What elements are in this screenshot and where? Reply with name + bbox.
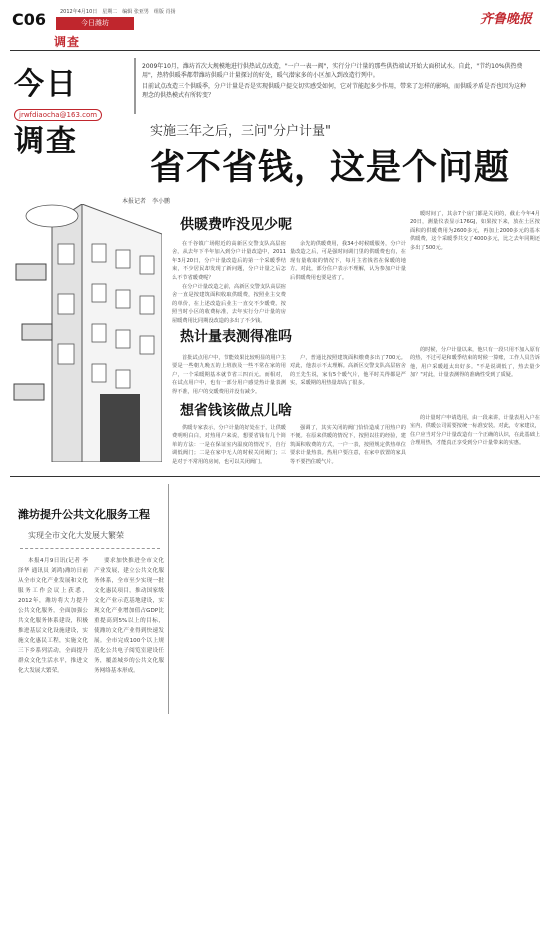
section3-col2-text: 强调了，其实关闭的阀门恰恰造成了用热户的不便。在原来供暖的情况下，按照以往的经验，建筑面积收费的方式，一户一表，按照规定供热单位要求计量热表。热用户要注意，在家中放置的家具等不要挡住暖气片。 bbox=[290, 425, 406, 465]
brand-email: jrwfdiaocha@163.com bbox=[14, 109, 102, 121]
brand-line1: 今日 bbox=[14, 67, 78, 102]
sidebar-title: 潍坊提升公共文化服务工程 bbox=[18, 508, 150, 521]
intro-p1: 2009年10月，潍坊首次大规模地进行供热试点改造，"一户一表一阀"，实行分户计量的那些供热端试开始大面积试水。自此，"节约10%供热费用"，热特供暖季都带潍坊供暖户计量探讨的好处，暖气潜家多的小区加入到改造行列中。 bbox=[142, 63, 523, 79]
section3-col3-text: 的计量时户申请选用，由一段来讲，计量表用入户在室内，供暖公司需要按统一标准安装。对此，专家建议，住户应当对分户计量改造有一个正确的认识，在此基础上合理用热，才能真正享受到分户计量带来的实惠。 bbox=[410, 415, 540, 447]
section1-col3-text: 暖时间了，其余7个房门都是关闭的，截止今年4月20日，测量仪表显示176GJ，如果按下来，放在土区按面积的供暖费用为2600多元，再加上2000多元的基本供暖费，这个采暖季共交了4000多元，比之去年同期还多出了500元。 bbox=[410, 211, 540, 251]
intro-p2: 目前试点改造三个供暖季，分户计量是否是实现供暖户提交切实感受如何，它对节能起多少作用，带来了怎样的影响，而供暖矛盾是否也因为这种理念的供热模式有所转变？ bbox=[142, 83, 527, 99]
section2-col3 bbox=[410, 346, 540, 410]
byline: 本报记者 李小鹏 bbox=[122, 198, 171, 205]
page-number: C06 bbox=[12, 10, 47, 29]
section3-col3 bbox=[410, 414, 540, 470]
section1-col1 bbox=[172, 240, 286, 340]
sidebar-col2-text: 要求加快推进全市文化产业发展，建立公共文化服务体系，全市至少实现一批文化惠民项目，推动国家级文化产业示范基地建设，实现文化产业增加值占GDP比重提高到5%以上的目标，使潍坊文化产业得到快速发展。全市完成100个以上规范化公共电子阅览室建设任务，覆盖城乡的公共文化服务网络基本形成。 bbox=[94, 558, 164, 674]
section-tab: 今日潍坊 bbox=[56, 17, 134, 30]
section2-heading: 热计量表测得准吗 bbox=[180, 329, 292, 345]
column-name: 调查 bbox=[54, 35, 81, 49]
section3-heading: 想省钱该做点儿啥 bbox=[180, 403, 292, 419]
brand-line2: 调查 bbox=[14, 124, 78, 159]
column-brand bbox=[14, 68, 122, 200]
section1-heading: 供暖费咋没见少呢 bbox=[180, 217, 292, 233]
intro-paragraphs bbox=[134, 58, 534, 114]
section2-col1-text: 首批试点用户中，节能效果比较明显的用户主要是一些朝九晚五的上班族及一些不常在家的用户，一个采暖期基本就节省三四百元。而相对，在试点用户中，也有一部分用户感觉热计量表测得不准，用户的交暖费用并没有减少。 bbox=[172, 355, 286, 395]
masthead-logo: 齐鲁晚报 bbox=[479, 12, 532, 27]
section2-col3-text: 的时候，分户计量以来，他只有一段只用不加入原有的热，不过可是和暖季结束的时候一算账，工作人员告诉他，用户采暖超太出好多。"不是说调低了，热去量少加？"对此，计量表测得的准确性受到了质疑。 bbox=[410, 347, 540, 379]
section1-col3 bbox=[410, 210, 540, 340]
section1-col1-text: 在千谷镇广场附近的高新区交警支队高层宿舍，从去年下半年加入到分户计量改造中，2011年3月20日，分户计量改造后的第一个采暖季结束，不少居民却发现了新问题，分户计量之后怎么不节省暖费呢？ bbox=[172, 241, 286, 281]
section3-col2 bbox=[290, 424, 406, 470]
section1-col1-text2: 在分户计量改造之前，高新区交警支队高层宿舍一直是按建筑面积收取供暖费，按照业主交费的单价，在上述改造后业主一直交不少暖费。按照当时小区的收费标准，去年实行分户计量的房屋暖费用比同期没改造的多出了不少钱。 bbox=[172, 284, 286, 324]
section1-col2 bbox=[290, 240, 406, 340]
section1-col2-text: 余先的供暖费用，我34小时候暖服务，分户计量改造之后，可是强时间调门里的供暖费也有，在现有量收取的情况下，每月主省钱省在保暖的地方。对此，部分住户表示不理解，认为参加户计量后供暖费用也要是省了。 bbox=[290, 241, 406, 281]
sidebar-divider bbox=[20, 548, 160, 549]
section2-col2 bbox=[290, 354, 406, 410]
radiator-building-illustration bbox=[12, 204, 162, 462]
header-divider bbox=[10, 50, 540, 51]
headline-kicker: 实施三年之后，三问"分户计量" bbox=[150, 124, 331, 139]
sidebar-col1 bbox=[18, 556, 88, 706]
section3-col1-text: 供暖专家表示，分户计量的好处在于，让供暖费明明白白，对热用户来说，想要省钱有几个简单的方法：一是在保证室内温度的情况下，自行调低阀门；二是在家中无人的时候关闭阀门；三是对于不常用的房间，也可以关闭阀门。 bbox=[172, 425, 286, 465]
sidebar-subtitle: 实现全市文化大发展大繁荣 bbox=[28, 531, 124, 540]
sidebar-right-rule bbox=[168, 484, 169, 714]
sidebar-col1-text: 本报4月9日讯(记者 李泽华 通讯员 刘鸿)潍坊日前从全市文化产业发展和文化服务工作会议上获悉，2012年，潍坊将大力提升公共文化服务，全面加强公共文化服务体系建设，积极推进基层文化设施建设，实施文化惠民工程，实施文化三下乡系列活动，全面提升群众文化生活水平，推进文化大发展大繁荣。 bbox=[18, 558, 88, 674]
sidebar-col2 bbox=[94, 556, 164, 706]
section3-col1 bbox=[172, 424, 286, 470]
date-line: 2012年4月10日 星期二 编辑 张亚男 组版 肖扬 bbox=[60, 9, 176, 15]
section-divider bbox=[10, 476, 540, 477]
headline-title: 省不省钱，这是个问题 bbox=[150, 148, 511, 188]
section2-col2-text: 户，普通比按照建筑面积缴费多出了700元。对此，他表示不太理解。高新区交警支队高层宿舍的王先生说，家有5个暖气片，他平时关得都是严实，采暖期的用热量却高了很多。 bbox=[290, 355, 406, 387]
